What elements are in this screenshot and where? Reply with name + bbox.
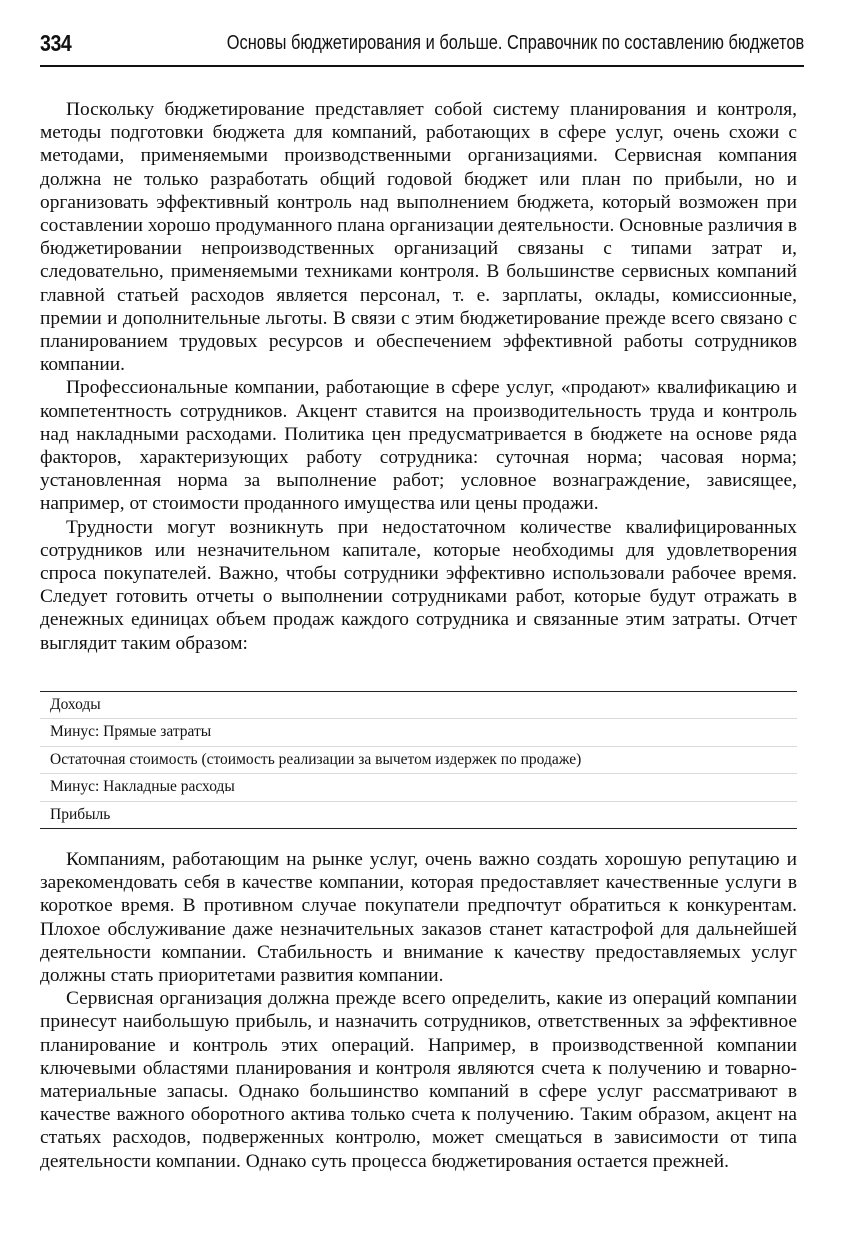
report-row-direct-costs: Минус: Прямые затраты: [40, 718, 797, 745]
page-number: 334: [40, 30, 72, 56]
paragraph: Трудности могут возникнуть при недостаточном количестве квалифицированных сотрудников или незначительном капитале, которые необходимы для удовлетворения спроса покупателей. Важно, чтобы сотрудники эффективно использовали рабочее время. Следует готовить отчеты о выполнении сотрудниками работ, которые будут отражать в денежных единицах объем продаж каждого сотрудника и связанные этим затраты. Отчет выглядит таким образом:: [40, 516, 797, 654]
paragraph: Компаниям, работающим на рынке услуг, очень важно создать хорошую репутацию и зарекомендовать себя в качестве компании, которая предоставляет качественные услуги в короткое время. В противном случае покупатели предпочтут обратиться к конкурентам. Плохое обслуживание даже незначительных заказов станет катастрофой для дальнейшей деятельности компании. Стабильность и внимание к качеству предоставляемых услуг должны стать приоритетами развития компании.: [40, 849, 797, 987]
page-header: [40, 30, 804, 64]
report-row-residual-value: Остаточная стоимость (стоимость реализации за вычетом издержек по продаже): [40, 746, 797, 773]
report-row-revenue: Доходы: [50, 696, 101, 713]
body-text-top: [40, 98, 797, 655]
report-table: [40, 691, 797, 829]
report-row-overheads: Минус: Накладные расходы: [40, 773, 797, 800]
body-text-bottom: [40, 848, 797, 1173]
report-row-profit: Прибыль: [40, 801, 797, 828]
paragraph: Профессиональные компании, работающие в сфере услуг, «продают» квалификацию и компетентность сотрудников. Акцент ставится на производительность труда и контроль над накладными расходами. Политика цен предусматривается в бюджете на основе ряда факторов, характеризующих работу сотрудника: суточная норма; часовая норма; установленная норма за выполнение работ; условное вознаграждение, зависящее, например, от стоимости проданного имущества или цены продажи.: [40, 377, 797, 515]
header-rule: [40, 65, 804, 67]
paragraph: Поскольку бюджетирование представляет собой систему планирования и контроля, методы подготовки бюджета для компаний, работающих в сфере услуг, очень схожи с методами, применяемыми производственными организациями. Сервисная компания должна не только разработать общий годовой бюджет или план по прибыли, но и организовать эффективный контроль над выполнением бюджета, который возможен при составлении хорошо продуманного плана организации деятельности. Основные различия в бюджетировании непроизводственных организаций связаны с типами затрат и, следовательно, применяемыми техниками контроля. В большинстве сервисных компаний главной статьей расходов является персонал, т. е. зарплаты, оклады, комиссионные, премии и дополнительные льготы. В связи с этим бюджетирование прежде всего связано с планированием трудовых ресурсов и обеспечением эффективной работы сотрудников компании.: [40, 99, 798, 376]
paragraph: Сервисная организация должна прежде всего определить, какие из операций компании принесут наибольшую прибыль, и назначить сотрудников, ответственных за эффективное планирование и контроль этих операций. Например, в производственной компании ключевыми областями планирования и контроля являются счета к получению и товарно-материальные запасы. Однако большинство компаний в сфере услуг рассматривают в качестве важного оборотного актива только счета к получению. Таким образом, акцент на статьях расходов, подверженных контролю, может смещаться в зависимости от типа деятельности компании. Однако суть процесса бюджетирования остается прежней.: [40, 988, 797, 1172]
running-title: Основы бюджетирования и больше. Справочник по составлению бюджетов: [226, 32, 804, 54]
